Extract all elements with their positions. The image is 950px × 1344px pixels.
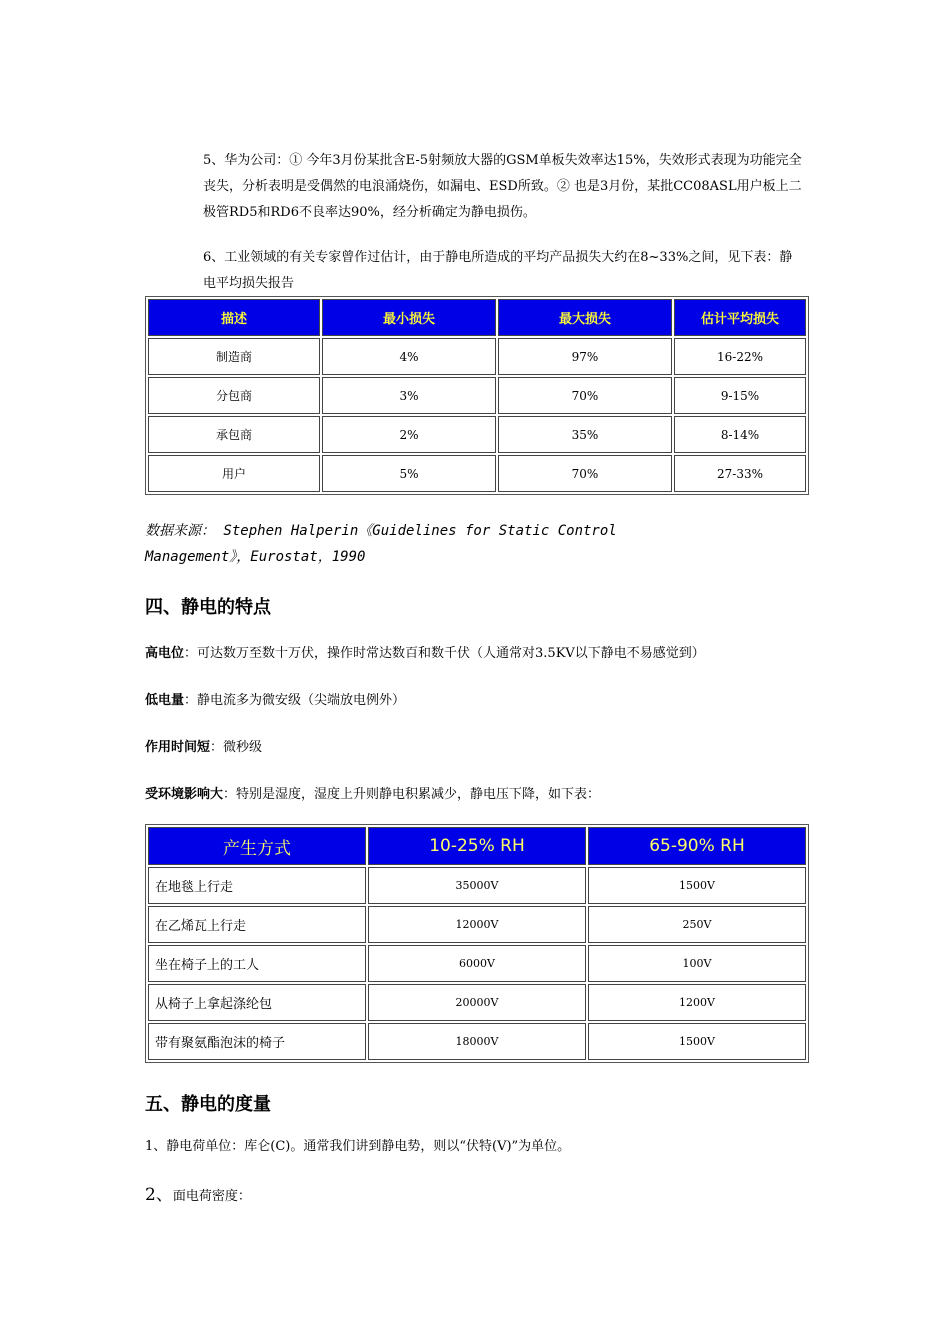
paragraph-huawei: 5、华为公司：① 今年3月份某批含E-5射频放大器的GSM单板失效率达15%，失效形式表现为功能完全丧失，分析表明是受偶然的电浪涌烧伤，如漏电、ESD所致。② 也是3月份，某批CC08ASL用户板上二极管RD5和RD6不良率达90%，经分析确定为静电损伤。 bbox=[203, 153, 802, 220]
header-cell: 估计平均损失 bbox=[674, 299, 806, 336]
table-row bbox=[148, 455, 806, 492]
table-cell: 带有聚氨酯泡沫的椅子 bbox=[148, 1023, 366, 1060]
table-row bbox=[148, 984, 806, 1021]
section-title-measurement: 五、静电的度量 bbox=[145, 1094, 271, 1115]
table-row bbox=[148, 867, 806, 904]
table-cell: 16-22% bbox=[674, 338, 806, 375]
table-cell: 8-14% bbox=[674, 416, 806, 453]
table-cell: 在乙烯瓦上行走 bbox=[148, 906, 366, 943]
header-cell: 最小损失 bbox=[322, 299, 496, 336]
item-surface-charge-density bbox=[145, 1182, 807, 1210]
feature-text: ：可达数万至数十万伏，操作时常达数百和数千伏（人通常对3.5KV以下静电不易感觉到） bbox=[184, 646, 705, 661]
table-header-row bbox=[148, 827, 806, 865]
table-row bbox=[148, 377, 806, 414]
feature-term: 高电位 bbox=[145, 646, 185, 661]
item-charge-unit: 1、静电荷单位：库仑(C)。通常我们讲到静电势，则以“伏特(V)”为单位。 bbox=[145, 1139, 571, 1154]
table-cell: 1200V bbox=[588, 984, 806, 1021]
table-cell: 20000V bbox=[368, 984, 586, 1021]
data-source-note: 数据来源： Stephen Halperin《Guidelines for Static Control Management》，Eurostat，1990 bbox=[145, 523, 617, 565]
table-cell: 100V bbox=[588, 945, 806, 982]
humidity-voltage-table bbox=[145, 824, 809, 1063]
feature-text: ：特别是湿度，湿度上升则静电积累减少，静电压下降，如下表： bbox=[223, 787, 601, 802]
table-cell: 从椅子上拿起涤纶包 bbox=[148, 984, 366, 1021]
paragraph-industry-estimate: 6、工业领域的有关专家曾作过估计，由于静电所造成的平均产品损失大约在8~33%之间，见下表：静电平均损失报告 bbox=[203, 250, 793, 291]
table-cell: 5% bbox=[322, 455, 496, 492]
table-cell: 制造商 bbox=[148, 338, 320, 375]
table-row bbox=[148, 338, 806, 375]
table-cell: 1500V bbox=[588, 1023, 806, 1060]
table-cell: 2% bbox=[322, 416, 496, 453]
feature-term: 低电量 bbox=[145, 693, 185, 708]
table-cell: 6000V bbox=[368, 945, 586, 982]
feature-short-duration bbox=[145, 736, 262, 755]
table-row bbox=[148, 416, 806, 453]
table-cell: 坐在椅子上的工人 bbox=[148, 945, 366, 982]
item-number: 2、 bbox=[145, 1185, 173, 1205]
table-cell: 35000V bbox=[368, 867, 586, 904]
table-cell: 27-33% bbox=[674, 455, 806, 492]
table-cell: 18000V bbox=[368, 1023, 586, 1060]
table-cell: 承包商 bbox=[148, 416, 320, 453]
loss-report-table bbox=[145, 296, 809, 495]
table-cell: 250V bbox=[588, 906, 806, 943]
header-cell: 65-90% RH bbox=[588, 827, 806, 865]
table-cell: 70% bbox=[498, 455, 672, 492]
table-cell: 用户 bbox=[148, 455, 320, 492]
table-cell: 9-15% bbox=[674, 377, 806, 414]
feature-high-potential bbox=[145, 642, 705, 661]
table-header-row bbox=[148, 299, 806, 336]
table-cell: 35% bbox=[498, 416, 672, 453]
table-row bbox=[148, 1023, 806, 1060]
feature-text: ：静电流多为微安级（尖端放电例外） bbox=[184, 693, 406, 708]
header-cell: 最大损失 bbox=[498, 299, 672, 336]
feature-term: 受环境影响大 bbox=[145, 787, 224, 802]
table-cell: 70% bbox=[498, 377, 672, 414]
section-title-characteristics: 四、静电的特点 bbox=[145, 597, 271, 618]
feature-text: ：微秒级 bbox=[210, 740, 263, 755]
table-cell: 97% bbox=[498, 338, 672, 375]
header-cell: 10-25% RH bbox=[368, 827, 586, 865]
table-cell: 1500V bbox=[588, 867, 806, 904]
table-row bbox=[148, 945, 806, 982]
feature-low-charge bbox=[145, 689, 405, 708]
table-cell: 分包商 bbox=[148, 377, 320, 414]
table-cell: 在地毯上行走 bbox=[148, 867, 366, 904]
header-cell: 产生方式 bbox=[148, 827, 366, 865]
table-cell: 4% bbox=[322, 338, 496, 375]
header-cell: 描述 bbox=[148, 299, 320, 336]
item-text: 面电荷密度： bbox=[172, 1189, 251, 1204]
feature-term: 作用时间短 bbox=[145, 740, 211, 755]
feature-environment bbox=[145, 783, 600, 802]
table-row bbox=[148, 906, 806, 943]
table-cell: 12000V bbox=[368, 906, 586, 943]
table-cell: 3% bbox=[322, 377, 496, 414]
